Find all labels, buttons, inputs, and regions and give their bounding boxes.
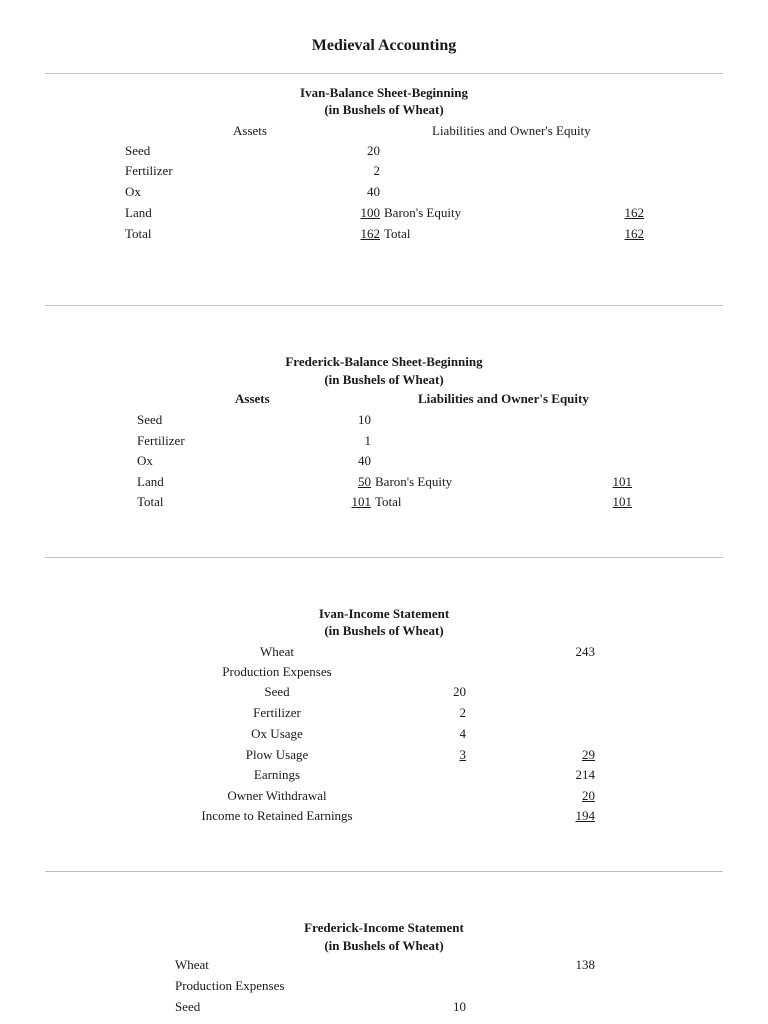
row-label: Income to Retained Earnings <box>201 808 353 823</box>
row-label: Production Expenses <box>222 664 332 679</box>
assets-header: Assets <box>233 123 267 138</box>
row-label: Fertilizer <box>137 433 185 448</box>
row-label: Seed <box>137 412 163 427</box>
row-label: Land <box>137 474 164 489</box>
section-subtitle: (in Bushels of Wheat) <box>324 372 444 387</box>
liability-label: Baron's Equity <box>384 205 462 220</box>
row-label: Earnings <box>253 767 301 782</box>
section-divider <box>45 305 723 306</box>
section-subtitle: (in Bushels of Wheat) <box>324 102 444 117</box>
liability-label: Total <box>384 226 411 241</box>
row-value: 50 <box>358 474 371 489</box>
row-label: Owner Withdrawal <box>227 788 327 803</box>
row-value: 2 <box>373 163 380 178</box>
liability-value: 101 <box>612 474 632 489</box>
row-total: 243 <box>575 644 595 659</box>
row-value: 1 <box>364 433 371 448</box>
section-title: Ivan-Income Statement <box>318 606 450 621</box>
row-label: Seed <box>125 143 151 158</box>
row-total: 194 <box>575 808 595 823</box>
row-value: 40 <box>367 184 380 199</box>
section-divider <box>45 871 723 872</box>
liability-label: Baron's Equity <box>375 474 453 489</box>
row-amount: 3 <box>459 747 466 762</box>
row-amount: 2 <box>459 705 466 720</box>
section-subtitle: (in Bushels of Wheat) <box>324 938 444 953</box>
row-amount: 10 <box>453 999 466 1014</box>
section-title: Frederick-Balance Sheet-Beginning <box>285 354 483 369</box>
row-label: Total <box>137 494 164 509</box>
row-label: Plow Usage <box>245 747 309 762</box>
row-label: Ox <box>125 184 141 199</box>
row-label: Land <box>125 205 152 220</box>
row-amount: 4 <box>459 726 466 741</box>
row-total: 20 <box>582 788 595 803</box>
section-title: Frederick-Income Statement <box>304 920 464 935</box>
document-title: Medieval Accounting <box>311 37 457 54</box>
row-label: Fertilizer <box>253 705 301 720</box>
row-label: Total <box>125 226 152 241</box>
row-value: 162 <box>360 226 380 241</box>
row-label: Wheat <box>175 957 209 972</box>
liability-value: 101 <box>612 494 632 509</box>
row-total: 29 <box>582 747 595 762</box>
row-total: 214 <box>575 767 595 782</box>
liabilities-header: Liabilities and Owner's Equity <box>432 123 591 138</box>
row-label: Seed <box>264 684 290 699</box>
section-subtitle: (in Bushels of Wheat) <box>324 623 444 638</box>
section-divider <box>45 557 723 558</box>
row-label: Fertilizer <box>125 163 173 178</box>
section-title: Ivan-Balance Sheet-Beginning <box>300 85 468 100</box>
row-label: Production Expenses <box>175 978 285 993</box>
row-amount: 20 <box>453 684 466 699</box>
row-value: 10 <box>358 412 371 427</box>
liability-value: 162 <box>624 205 644 220</box>
row-label: Wheat <box>260 644 294 659</box>
row-label: Ox <box>137 453 153 468</box>
row-value: 20 <box>367 143 380 158</box>
section-divider <box>45 73 723 74</box>
row-value: 101 <box>351 494 371 509</box>
liability-value: 162 <box>624 226 644 241</box>
row-value: 100 <box>360 205 380 220</box>
row-label: Ox Usage <box>251 726 303 741</box>
assets-header: Assets <box>235 391 270 406</box>
row-value: 40 <box>358 453 371 468</box>
row-label: Seed <box>175 999 201 1014</box>
row-total: 138 <box>575 957 595 972</box>
liabilities-header: Liabilities and Owner's Equity <box>418 391 589 406</box>
liability-label: Total <box>375 494 402 509</box>
